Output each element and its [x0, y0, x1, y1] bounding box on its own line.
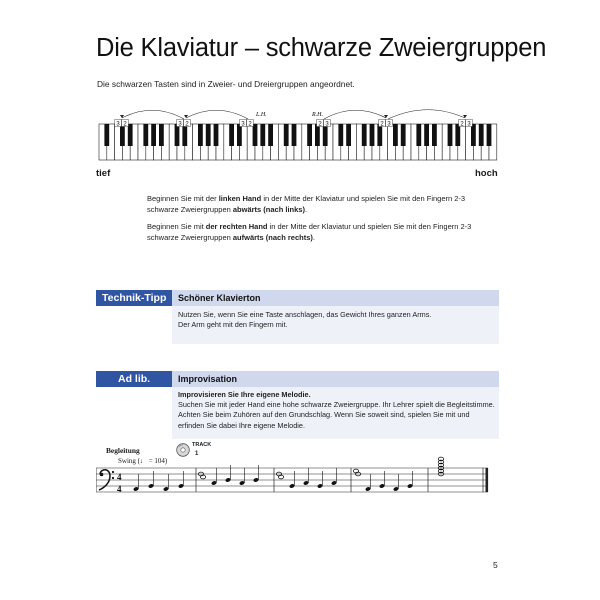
- ad-lib-box: [96, 371, 499, 430]
- ad-lib-tag: Ad lib.: [96, 371, 172, 387]
- black-key: [143, 124, 148, 146]
- finger-label: 2: [248, 121, 252, 128]
- black-key: [159, 124, 164, 146]
- direction-arc: [324, 110, 386, 119]
- black-key: [401, 124, 406, 146]
- direction-arc: [388, 110, 465, 119]
- track-number: 1: [195, 451, 199, 457]
- black-key: [416, 124, 421, 146]
- finger-label: 2: [318, 121, 322, 128]
- notes: [133, 457, 444, 492]
- track-label: TRACK: [192, 442, 212, 448]
- direction-arc: [186, 110, 248, 119]
- instruction-left-hand: Beginnen Sie mit der linken Hand in der Mitte der Klaviatur und spielen Sie mit den Fingern 2-3 schwarze Zweiergruppen abwärts (nach links).: [147, 194, 466, 214]
- finger-label: 2: [185, 121, 189, 128]
- hand-direction-arrows: [120, 110, 467, 119]
- black-key: [260, 124, 265, 146]
- black-key: [487, 124, 492, 146]
- piano-keyboard: [96, 104, 501, 162]
- technik-tipp-line1: Nutzen Sie, wenn Sie eine Taste anschlagen, das Gewicht Ihres ganzen Arms.: [178, 310, 432, 319]
- black-key: [362, 124, 367, 146]
- finger-label: 2: [123, 121, 127, 128]
- black-key: [338, 124, 343, 146]
- staff-lines: [96, 468, 488, 492]
- black-key: [432, 124, 437, 146]
- ad-lib-text: Suchen Sie mit jeder Hand eine hohe schwarze Zweiergruppe. Ihr Lehrer spielt die Begleitstimme. Achten Sie beim Zuhören auf den Grundschlag. Wenn Sie soweit sind, spielen Sie mit und erfinden Sie dabei Ihre eigene Melodie.: [178, 400, 495, 430]
- final-barline-thick: [486, 468, 489, 492]
- black-key: [393, 124, 398, 146]
- finger-label: 3: [116, 121, 120, 128]
- black-key: [128, 124, 133, 146]
- black-key: [151, 124, 156, 146]
- ad-lib-heading: Improvisieren Sie Ihre eigene Melodie.: [178, 390, 311, 399]
- white-keys: [99, 124, 497, 160]
- direction-arc: [122, 110, 184, 119]
- intro-text: Die schwarzen Tasten sind in Zweier- und Dreiergruppen angeordnet.: [97, 79, 355, 89]
- black-key: [307, 124, 312, 146]
- black-key: [346, 124, 351, 146]
- black-key: [206, 124, 211, 146]
- ad-lib-title: Improvisation: [172, 371, 499, 387]
- svg-text:4: 4: [117, 484, 122, 494]
- black-key: [471, 124, 476, 146]
- black-key: [479, 124, 484, 146]
- technik-tipp-tag: Technik-Tipp: [96, 290, 172, 306]
- technik-tipp-title: Schöner Klavierton: [172, 290, 499, 306]
- finger-label: 3: [467, 121, 471, 128]
- black-key: [253, 124, 258, 146]
- black-key: [268, 124, 273, 146]
- page-title: Die Klaviatur – schwarze Zweiergruppen: [96, 34, 547, 62]
- svg-text:4: 4: [117, 472, 122, 482]
- finger-label: 3: [241, 121, 245, 128]
- tempo-marking: Swing (♩ = 104): [118, 457, 168, 465]
- instruction-right-hand: Beginnen Sie mit der rechten Hand in der Mitte der Klaviatur und spielen Sie mit den Fingern 2-3 schwarze Zweiergruppen aufwärts (nach rechts).: [147, 222, 472, 242]
- label-high: hoch: [475, 168, 498, 179]
- finger-label: 3: [325, 121, 329, 128]
- finger-label: 3: [178, 121, 182, 128]
- technik-tipp-line2: Der Arm geht mit den Fingern mit.: [178, 320, 288, 329]
- black-key: [198, 124, 203, 146]
- finger-label: 3: [387, 121, 391, 128]
- left-hand-label: L.H.: [256, 112, 267, 118]
- time-signature: [117, 472, 122, 494]
- finger-label: 2: [460, 121, 464, 128]
- black-key: [229, 124, 234, 146]
- finger-label: 2: [380, 121, 384, 128]
- black-key: [448, 124, 453, 146]
- black-key: [292, 124, 297, 146]
- part-label: Begleitung: [106, 446, 140, 455]
- black-key: [104, 124, 109, 146]
- technik-tipp-box: [96, 290, 499, 329]
- page-number: 5: [493, 560, 498, 570]
- label-low: tief: [96, 168, 111, 179]
- black-key: [424, 124, 429, 146]
- black-key: [284, 124, 289, 146]
- right-hand-label: R.H.: [312, 112, 323, 118]
- black-key: [370, 124, 375, 146]
- music-staff: [96, 441, 491, 503]
- black-key: [214, 124, 219, 146]
